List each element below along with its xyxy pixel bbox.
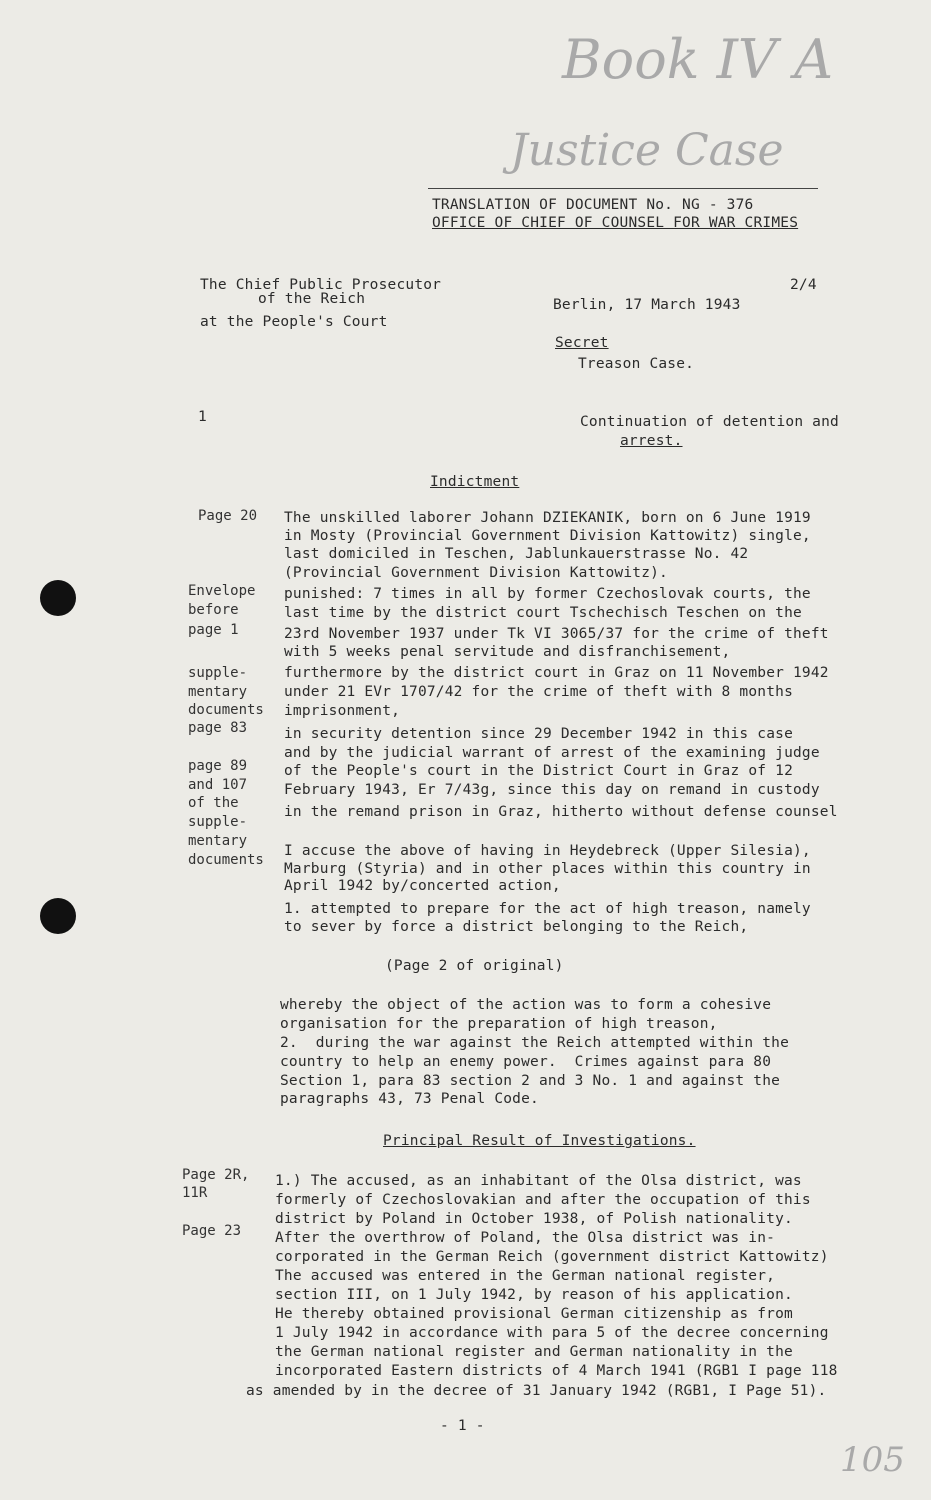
text-line: Section 1, para 83 section 2 and 3 No. 1 and against the: [280, 1073, 781, 1089]
classification: Secret: [555, 335, 609, 351]
text-line: I accuse the above of having in Heydebreck (Upper Silesia),: [284, 843, 811, 859]
translation-title: TRANSLATION OF DOCUMENT No. NG - 376: [432, 197, 754, 213]
text-line: of the People's court in the District Court in Graz of 12: [284, 763, 793, 779]
text-line: April 1942 by/concerted action,: [284, 878, 561, 894]
text-line: 1. attempted to prepare for the act of high treason, namely: [284, 901, 811, 917]
indictment-heading: Indictment: [430, 474, 520, 490]
text-line: in the remand prison in Graz, hitherto without defense counsel: [284, 804, 838, 820]
margin-note-page23: Page 23: [182, 1223, 242, 1239]
reference-number: 2/4: [790, 277, 817, 293]
handwritten-page-number: 105: [840, 1440, 905, 1480]
sender-line-3: at the People's Court: [200, 314, 388, 330]
margin-note-p89-5: mentary: [188, 833, 248, 849]
text-line: and by the judicial warrant of arrest of the examining judge: [284, 745, 820, 761]
text-line: country to help an enemy power. Crimes against para 80: [280, 1054, 772, 1070]
results-heading: Principal Result of Investigations.: [383, 1133, 696, 1149]
text-line: February 1943, Er 7/43g, since this day on remand in custody: [284, 782, 820, 798]
text-line: 2. during the war against the Reich attempted within the: [280, 1035, 789, 1051]
margin-note-page2r-1: Page 2R,: [182, 1167, 250, 1183]
margin-note-supp-3: documents: [188, 702, 264, 718]
text-line: corporated in the German Reich (government district Kattowitz): [275, 1249, 829, 1265]
text-line: with 5 weeks penal servitude and disfranchisement,: [284, 644, 731, 660]
text-line: in security detention since 29 December 1942 in this case: [284, 726, 793, 742]
text-line: 23rd November 1937 under Tk VI 3065/37 for the crime of theft: [284, 626, 829, 642]
office-title: OFFICE OF CHIEF OF COUNSEL FOR WAR CRIMES: [432, 215, 799, 231]
text-line: punished: 7 times in all by former Czechoslovak courts, the: [284, 586, 811, 602]
text-line: The accused was entered in the German national register,: [275, 1268, 776, 1284]
text-line: district by Poland in October 1938, of Polish nationality.: [275, 1211, 793, 1227]
text-line: the German national register and German nationality in the: [275, 1344, 793, 1360]
handwritten-book-note: Book IV A: [562, 28, 834, 91]
sender-line-1: The Chief Public Prosecutor: [200, 277, 442, 293]
text-line: organisation for the preparation of high treason,: [280, 1016, 718, 1032]
punch-hole-bottom: [40, 898, 76, 934]
text-line: Marburg (Styria) and in other places within this country in: [284, 861, 811, 877]
text-line: last domiciled in Teschen, Jablunkauerstrasse No. 42: [284, 546, 749, 562]
text-line: 1.) The accused, as an inhabitant of the Olsa district, was: [275, 1173, 802, 1189]
text-line: After the overthrow of Poland, the Olsa district was in-: [275, 1230, 776, 1246]
text-line: The unskilled laborer Johann DZIEKANIK, born on 6 June 1919: [284, 510, 811, 526]
text-line: to sever by force a district belonging to the Reich,: [284, 919, 749, 935]
subject-line-1: Continuation of detention and: [580, 414, 839, 430]
item-number: 1: [198, 409, 207, 425]
margin-note-page20: Page 20: [198, 508, 258, 524]
subject-line-2: arrest.: [620, 433, 683, 449]
text-line: imprisonment,: [284, 703, 401, 719]
header-rule: [428, 188, 818, 189]
margin-note-page2r-2: 11R: [182, 1185, 208, 1201]
margin-note-supp-4: page 83: [188, 720, 248, 736]
margin-note-envelope-2: before: [188, 602, 239, 618]
text-line: whereby the object of the action was to form a cohesive: [280, 997, 772, 1013]
margin-note-p89-4: supple-: [188, 814, 248, 830]
text-line: section III, on 1 July 1942, by reason of his application.: [275, 1287, 793, 1303]
case-type: Treason Case.: [578, 356, 695, 372]
text-line: in Mosty (Provincial Government Division Kattowitz) single,: [284, 528, 811, 544]
margin-note-supp-1: supple-: [188, 665, 248, 681]
margin-note-p89-6: documents: [188, 852, 264, 868]
text-line: paragraphs 43, 73 Penal Code.: [280, 1091, 539, 1107]
text-line: under 21 EVr 1707/42 for the crime of theft with 8 months: [284, 684, 793, 700]
text-line: formerly of Czechoslovakian and after the occupation of this: [275, 1192, 811, 1208]
place-date: Berlin, 17 March 1943: [553, 297, 741, 313]
text-line: 1 July 1942 in accordance with para 5 of the decree concerning: [275, 1325, 829, 1341]
margin-note-p89-3: of the: [188, 795, 239, 811]
margin-note-p89-1: page 89: [188, 758, 248, 774]
sender-line-2: of the Reich: [258, 291, 366, 307]
text-line: last time by the district court Tschechisch Teschen on the: [284, 605, 802, 621]
margin-note-envelope-3: page 1: [188, 622, 239, 638]
text-line: as amended by in the decree of 31 January 1942 (RGB1, I Page 51).: [246, 1383, 827, 1399]
page-footer: - 1 -: [440, 1418, 485, 1434]
text-line: incorporated Eastern districts of 4 March 1941 (RGB1 I page 118: [275, 1363, 838, 1379]
margin-note-envelope-1: Envelope: [188, 583, 256, 599]
page-note: (Page 2 of original): [385, 958, 564, 974]
text-line: (Provincial Government Division Kattowitz).: [284, 565, 668, 581]
handwritten-case-note: Justice Case: [510, 125, 784, 176]
punch-hole-top: [40, 580, 76, 616]
text-line: furthermore by the district court in Graz on 11 November 1942: [284, 665, 829, 681]
margin-note-p89-2: and 107: [188, 777, 248, 793]
margin-note-supp-2: mentary: [188, 684, 248, 700]
text-line: He thereby obtained provisional German citizenship as from: [275, 1306, 793, 1322]
